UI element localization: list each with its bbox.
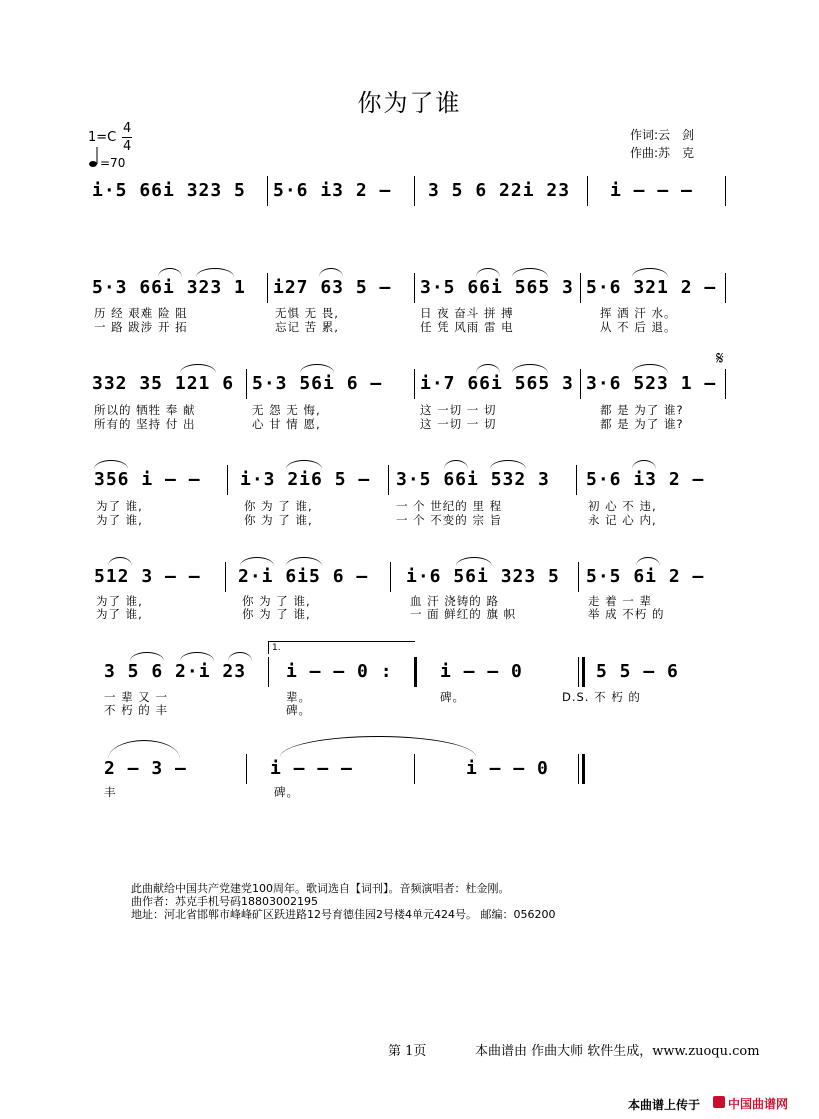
measure-notes: 3·5 66i 565 3 bbox=[420, 277, 574, 298]
measure-notes: i·7 66i 565 3 bbox=[420, 373, 574, 394]
barline bbox=[267, 273, 268, 303]
brand-logo-icon bbox=[713, 1096, 725, 1108]
song-title: 你为了谁 bbox=[357, 89, 462, 117]
measure-notes: i·5 66i 323 5 bbox=[92, 180, 246, 201]
barline bbox=[578, 657, 579, 687]
measure-notes: 3·6 523 1 – bbox=[586, 373, 717, 394]
lyric-line-1: 你 为 了 谁, bbox=[242, 594, 311, 608]
slur bbox=[476, 364, 500, 373]
time-signature-bottom: 4 bbox=[123, 139, 132, 154]
measure-notes: 5·6 i3 2 – bbox=[273, 180, 392, 201]
barline bbox=[576, 465, 577, 495]
dedication-note: 此曲献给中国共产党建党100周年。歌词选自【词刊】。音频演唱者：杜金刚。 bbox=[131, 882, 510, 895]
slur bbox=[158, 268, 182, 277]
measure-notes: i – – 0 bbox=[466, 758, 549, 779]
measure-notes: i·3 2i6 5 – bbox=[240, 469, 371, 490]
measure-notes: i – – 0 : bbox=[286, 661, 393, 682]
lyric-line-1: 丰 bbox=[104, 785, 117, 799]
lyric-line-2: 一 个 不变的 宗 旨 bbox=[396, 513, 503, 527]
barline bbox=[414, 369, 415, 399]
lyric-line-2: 碑。 bbox=[286, 703, 311, 717]
slur bbox=[632, 460, 656, 469]
first-ending-label: 1. bbox=[272, 643, 281, 653]
barline bbox=[390, 562, 391, 592]
tie bbox=[280, 736, 476, 757]
slur bbox=[108, 557, 132, 566]
double-barline bbox=[582, 657, 585, 687]
lyric-line-2: 举 成 不朽 的 bbox=[588, 607, 665, 621]
lyric-line-1: 无惧 无 畏, bbox=[275, 306, 339, 320]
barline bbox=[578, 562, 579, 592]
barline bbox=[268, 657, 269, 687]
lyricist: 作词:云 剑 bbox=[630, 128, 695, 142]
lyric-line-1: 一 辈 又 一 bbox=[104, 690, 168, 704]
barline bbox=[388, 465, 389, 495]
measure-notes: 5·6 i3 2 – bbox=[586, 469, 705, 490]
lyric-line-2: 心 甘 情 愿, bbox=[252, 417, 321, 431]
lyric-line-1: 都 是 为了 谁? bbox=[600, 403, 684, 417]
lyric-line-2: 忘记 苦 累, bbox=[275, 320, 339, 334]
barline bbox=[227, 465, 228, 495]
barline bbox=[580, 369, 581, 399]
lyric-line-1: 这 一切 一 切 bbox=[420, 403, 497, 417]
slur bbox=[512, 268, 548, 277]
lyric-line-1: 你 为 了 谁, bbox=[244, 499, 313, 513]
page-number: 第 1页 bbox=[388, 1044, 427, 1059]
measure-notes: i – – – bbox=[270, 758, 353, 779]
measure-notes: 512 3 – – bbox=[94, 566, 201, 587]
lyric-line-2: 一 面 鲜红的 旗 帜 bbox=[410, 607, 517, 621]
lyric-line-1: 为了 谁, bbox=[96, 499, 143, 513]
slur bbox=[196, 268, 234, 277]
measure-notes: i27 63 5 – bbox=[273, 277, 392, 298]
lyric-line-1: 碑。 bbox=[440, 690, 465, 704]
slur bbox=[632, 364, 668, 373]
barline bbox=[267, 176, 268, 206]
first-ending-bracket bbox=[268, 641, 415, 654]
slur bbox=[130, 652, 164, 661]
lyric-line-2: 永 记 心 内, bbox=[588, 513, 657, 527]
tie bbox=[108, 740, 180, 759]
generator-credit: 本曲谱由 作曲大师 软件生成，www.zuoqu.com bbox=[475, 1044, 760, 1059]
measure-notes: 5·3 56i 6 – bbox=[252, 373, 383, 394]
slur bbox=[476, 268, 500, 277]
lyric-line-2: 你 为 了 谁, bbox=[244, 513, 313, 527]
measure-notes: 332 35 121 6 bbox=[92, 373, 235, 394]
slur bbox=[180, 364, 216, 373]
barline bbox=[414, 273, 415, 303]
barline bbox=[414, 176, 415, 206]
slur bbox=[444, 460, 468, 469]
measure-notes: 356 i – – bbox=[94, 469, 201, 490]
repeat-end-barline bbox=[414, 657, 417, 687]
measure-notes: 5·3 66i 323 1 bbox=[92, 277, 246, 298]
time-signature-top: 4 bbox=[123, 121, 132, 136]
barline bbox=[578, 754, 579, 784]
slur bbox=[286, 460, 322, 469]
lyric-line-1: 碑。 bbox=[274, 785, 299, 799]
lyric-line-2: 所有的 坚持 付 出 bbox=[94, 417, 196, 431]
barline bbox=[725, 273, 726, 303]
tempo-marking: =70 bbox=[100, 156, 126, 170]
measure-notes: i – – 0 bbox=[440, 661, 523, 682]
lyric-line-2: 你 为 了 谁, bbox=[242, 607, 311, 621]
final-barline bbox=[582, 754, 585, 784]
slur bbox=[632, 268, 668, 277]
slur bbox=[300, 364, 334, 373]
lyric-line-2: 为了 谁, bbox=[96, 513, 143, 527]
lyric-line-1: 血 汗 浇铸的 路 bbox=[410, 594, 499, 608]
slur bbox=[180, 652, 214, 661]
barline bbox=[414, 754, 415, 784]
quarter-note-icon bbox=[89, 146, 99, 172]
lyric-line-1: 所以的 牺牲 奉 献 bbox=[94, 403, 196, 417]
slur bbox=[512, 364, 548, 373]
slur bbox=[240, 557, 274, 566]
lyric-line-1: 日 夜 奋斗 拼 搏 bbox=[420, 306, 514, 320]
barline bbox=[246, 369, 247, 399]
measure-notes: 3·5 66i 532 3 bbox=[396, 469, 550, 490]
lyric-line-1: D.S. 不 朽 的 bbox=[562, 690, 641, 704]
composer: 作曲:苏 克 bbox=[630, 146, 695, 160]
slur bbox=[286, 557, 322, 566]
measure-notes: 3 5 6 22i 23 bbox=[428, 180, 571, 201]
lyric-line-2: 为了 谁, bbox=[96, 607, 143, 621]
measure-notes: i·6 56i 323 5 bbox=[406, 566, 560, 587]
measure-notes: 5·6 321 2 – bbox=[586, 277, 717, 298]
barline bbox=[725, 176, 726, 206]
measure-notes: 2·i 6i5 6 – bbox=[238, 566, 369, 587]
lyric-line-2: 都 是 为了 谁? bbox=[600, 417, 684, 431]
lyric-line-2: 任 凭 风雨 雷 电 bbox=[420, 320, 514, 334]
lyric-line-1: 为了 谁, bbox=[96, 594, 143, 608]
lyric-line-1: 历 经 艰难 险 阻 bbox=[94, 306, 188, 320]
barline bbox=[246, 754, 247, 784]
brand-name[interactable]: 中国曲谱网 bbox=[728, 1097, 789, 1111]
lyric-line-2: 这 一切 一 切 bbox=[420, 417, 497, 431]
lyric-line-2: 从 不 后 退。 bbox=[600, 320, 677, 334]
barline bbox=[225, 562, 226, 592]
upload-label: 本曲谱上传于 bbox=[628, 1098, 701, 1112]
measure-notes: 3 5 6 2·i 23 bbox=[104, 661, 247, 682]
segno-icon: 𝄋 bbox=[716, 348, 724, 369]
address-note: 地址：河北省邯郸市峰峰矿区跃进路12号育德佳园2号楼4单元424号。 邮编：056200 bbox=[131, 908, 556, 921]
composer-contact: 曲作者：苏克手机号码18803002195 bbox=[131, 895, 318, 908]
slur bbox=[319, 268, 343, 277]
barline bbox=[725, 369, 726, 399]
lyric-line-1: 辈。 bbox=[286, 690, 311, 704]
slur bbox=[94, 460, 128, 469]
measure-notes: 2 – 3 – bbox=[104, 758, 187, 779]
measure-notes: 5·5 6i 2 – bbox=[586, 566, 705, 587]
slur bbox=[490, 460, 526, 469]
lyric-line-2: 不 朽 的 丰 bbox=[104, 703, 168, 717]
lyric-line-1: 无 怨 无 悔, bbox=[252, 403, 321, 417]
lyric-line-1: 初 心 不 违, bbox=[588, 499, 657, 513]
lyric-line-1: 挥 洒 汗 水。 bbox=[600, 306, 677, 320]
barline bbox=[587, 176, 588, 206]
slur bbox=[228, 652, 252, 661]
lyric-line-2: 一 路 跋涉 开 拓 bbox=[94, 320, 188, 334]
measure-notes: i – – – bbox=[610, 180, 693, 201]
time-signature-divider bbox=[122, 137, 132, 138]
lyric-line-1: 一 个 世纪的 里 程 bbox=[396, 499, 503, 513]
slur bbox=[636, 557, 660, 566]
measure-notes: 5 5 – 6 bbox=[596, 661, 679, 682]
key-signature: 1=C bbox=[88, 130, 117, 145]
slur bbox=[456, 557, 492, 566]
lyric-line-1: 走 着 一 辈 bbox=[588, 594, 652, 608]
barline bbox=[580, 273, 581, 303]
